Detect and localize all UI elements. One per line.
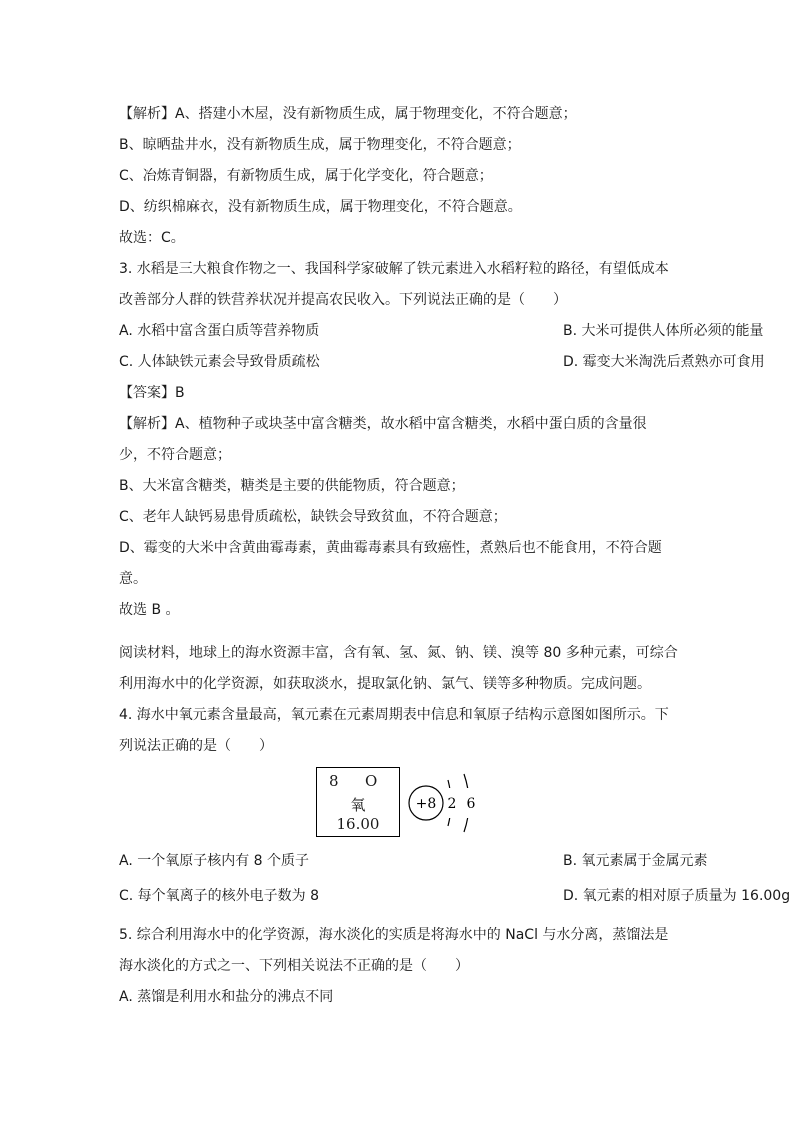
text-line: 少，不符合题意； xyxy=(119,447,231,463)
question-4-options-row xyxy=(119,886,791,906)
element-symbol: O xyxy=(365,772,378,790)
question-5-stem: 海水淡化的方式之一、下列相关说法不正确的是（ ） xyxy=(119,958,469,974)
text-line: C、冶炼青铜器，有新物质生成，属于化学变化，符合题意； xyxy=(119,168,493,184)
reading-material: 阅读材料，地球上的海水资源丰富，含有氧、氢、氮、钠、镁、溴等 80 多种元素，可综合 xyxy=(119,645,678,661)
shell-2-electrons: 6 xyxy=(466,796,476,812)
nuclear-charge: +8 xyxy=(415,796,437,812)
question-3-stem: 3. 水稻是三大粮食作物之一、我国科学家破解了铁元素进入水稻籽粒的路径，有望低成本 xyxy=(119,261,669,277)
text-line: 【解析】A、植物种子或块茎中富含糖类，故水稻中富含糖类，水稻中蛋白质的含量很 xyxy=(119,416,647,432)
text-line: D、纺织棉麻衣，没有新物质生成，属于物理变化，不符合题意。 xyxy=(119,199,522,215)
question-3-options-row xyxy=(119,352,765,372)
text-line: B、大米富含糖类，糖类是主要的供能物质，符合题意； xyxy=(119,478,465,494)
question-3-stem: 改善部分人群的铁营养状况并提高农民收入。下列说法正确的是（ ） xyxy=(119,292,567,308)
element-name: 氧 xyxy=(350,796,366,814)
periodic-table-cell xyxy=(316,767,400,837)
text-line: 故选 B 。 xyxy=(119,602,180,618)
text-line: C、老年人缺钙易患骨质疏松，缺铁会导致贫血，不符合题意； xyxy=(119,509,507,525)
option-c: C. 人体缺铁元素会导致骨质疏松 xyxy=(119,354,320,370)
option-d: D. 氧元素的相对原子质量为 16.00g xyxy=(563,888,791,904)
text-line: 故选：C。 xyxy=(119,230,185,246)
answer-line: 【答案】B xyxy=(119,385,185,401)
question-4-options-row xyxy=(119,851,708,871)
option-a: A. 一个氧原子核内有 8 个质子 xyxy=(119,853,310,869)
atom-structure-diagram xyxy=(404,768,494,838)
question-4-stem: 4. 海水中氧元素含量最高，氧元素在元素周期表中信息和氧原子结构示意图如图所示。下 xyxy=(119,707,669,723)
atomic-number: 8 xyxy=(329,772,339,790)
reading-material: 利用海水中的化学资源，如获取淡水，提取氯化钠、氯气、镁等多种物质。完成问题。 xyxy=(119,676,651,692)
question-5-stem: 5. 综合利用海水中的化学资源，海水淡化的实质是将海水中的 NaCl 与水分离，蒸馏法是 xyxy=(119,927,669,943)
atomic-mass: 16.00 xyxy=(336,815,380,833)
text-line: 意。 xyxy=(119,571,147,587)
shell-1-electrons: 2 xyxy=(447,796,457,812)
question-4-stem: 列说法正确的是（ ） xyxy=(119,738,273,754)
option-b: B. 氧元素属于金属元素 xyxy=(563,853,708,869)
option-b: B. 大米可提供人体所必须的能量 xyxy=(563,323,764,339)
option-c: C. 每个氧离子的核外电子数为 8 xyxy=(119,888,320,904)
option-d: D. 霉变大米淘洗后煮熟亦可食用 xyxy=(563,354,765,370)
option-a: A. 水稻中富含蛋白质等营养物质 xyxy=(119,323,320,339)
question-3-options-row xyxy=(119,321,764,341)
text-line: D、霉变的大米中含黄曲霉毒素，黄曲霉毒素具有致癌性，煮熟后也不能食用，不符合题 xyxy=(119,540,662,556)
text-line: 【解析】A、搭建小木屋，没有新物质生成，属于物理变化，不符合题意； xyxy=(119,106,577,122)
option-a: A. 蒸馏是利用水和盐分的沸点不同 xyxy=(119,989,334,1005)
text-line: B、晾晒盐井水，没有新物质生成，属于物理变化，不符合题意； xyxy=(119,137,521,153)
